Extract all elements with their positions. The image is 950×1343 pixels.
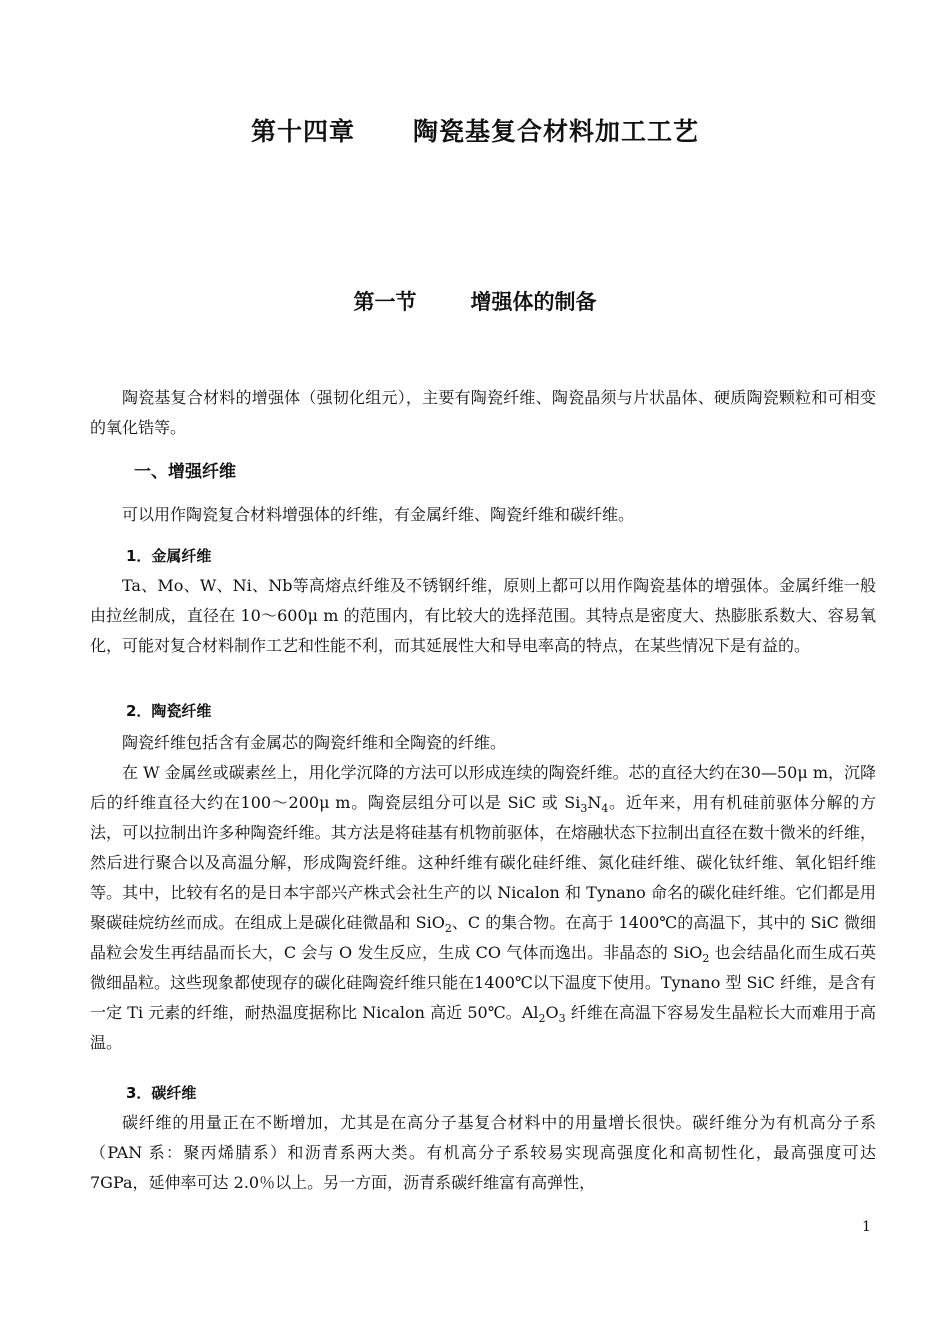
section-name: 增强体的制备: [470, 290, 597, 314]
carbon-fiber-paragraph: 碳纤维的用量正在不断增加，尤其是在高分子基复合材料中的用量增长很快。碳纤维分为有机高分子系（PAN 系：聚丙烯腈系）和沥青系两大类。有机高分子系较易实现高强度化和高韧性化，最高强度可达 7GPa，延伸率可达 2.0％以上。另一方面，沥青系碳纤维富有高弹性，: [90, 1113, 876, 1192]
heading-metal-fiber: 1．金属纤维: [126, 547, 212, 565]
intro-block: [90, 383, 876, 443]
ceramic-fiber-paragraph-1: 陶瓷纤维包括含有金属芯的陶瓷纤维和全陶瓷的纤维。: [122, 733, 507, 752]
fiber-intro-block: [90, 500, 876, 530]
page-number: 1: [862, 1219, 871, 1235]
chapter-name: 陶瓷基复合材料加工工艺: [413, 117, 700, 146]
heading-ceramic-fiber: 2．陶瓷纤维: [126, 702, 212, 720]
fiber-intro-paragraph: 可以用作陶瓷复合材料增强体的纤维，有金属纤维、陶瓷纤维和碳纤维。: [122, 505, 635, 524]
ceramic-fiber-block: [90, 728, 876, 1058]
intro-paragraph: 陶瓷基复合材料的增强体（强韧化组元），主要有陶瓷纤维、陶瓷晶须与片状晶体、硬质陶瓷颗粒和可相变的氧化锆等。: [90, 388, 876, 437]
ceramic-fiber-paragraph-2: 在 W 金属丝或碳素丝上，用化学沉降的方法可以形成连续的陶瓷纤维。芯的直径大约在30—50μ m，沉降后的纤维直径大约在100～200μ m。陶瓷层组分可以是 SiC 或 $Si_3N_4$。近年来，用有机硅前驱体分解的方法，可以拉制出许多种陶瓷纤维。其方法是将硅基有机物前驱体，在熔融状态下拉制出直径在数十微米的纤维，然后进行聚合以及高温分解，形成陶瓷纤维。这种纤维有碳化硅纤维、氮化硅纤维、碳化钛纤维、氧化铝纤维等。其中，比较有名的是日本宇部兴产株式会社生产的以 Nicalon 和 Tynano 命名的碳化硅纤维。它们都是用聚碳硅烷纺丝而成。在组成上是碳化硅微晶和 SiO$_2$、C 的集合物。在高于 1400℃的高温下，其中的 SiC 微细晶粒会发生再结晶而长大，C 会与 O 发生反应，生成 CO 气体而逸出。非晶态的 SiO$_2$ 也会结晶化而生成石英微细晶粒。这些现象都使现存的碳化硅陶瓷纤维只能在1400℃以下温度下使用。Tynano 型 SiC 纤维，是含有一定 Ti 元素的纤维，耐热温度据称比 Nicalon 高近 50℃。$Al_2O_3$ 纤维在高温下容易发生晶粒长大而难用于高温。: [90, 763, 876, 1052]
section-title: [0, 286, 950, 316]
heading-carbon-fiber: 3．碳纤维: [126, 1084, 197, 1102]
metal-fiber-block: [90, 571, 876, 661]
carbon-fiber-block: [90, 1108, 876, 1198]
metal-fiber-paragraph: Ta、Mo、W、Ni、Nb等高熔点纤维及不锈钢纤维，原则上都可以用作陶瓷基体的增强体。金属纤维一般由拉丝制成，直径在 10～600μ m 的范围内，有比较大的选择范围。其特点是密度大、热膨胀系数大、容易氧化，可能对复合材料制作工艺和性能不利，而其延展性大和导电率高的特点，在某些情况下是有益的。: [90, 576, 876, 655]
heading-reinforcing-fiber: 一、增强纤维: [134, 462, 236, 482]
section-number: 第一节: [353, 290, 417, 314]
chapter-number: 第十四章: [250, 117, 355, 146]
chapter-title: [0, 112, 950, 148]
